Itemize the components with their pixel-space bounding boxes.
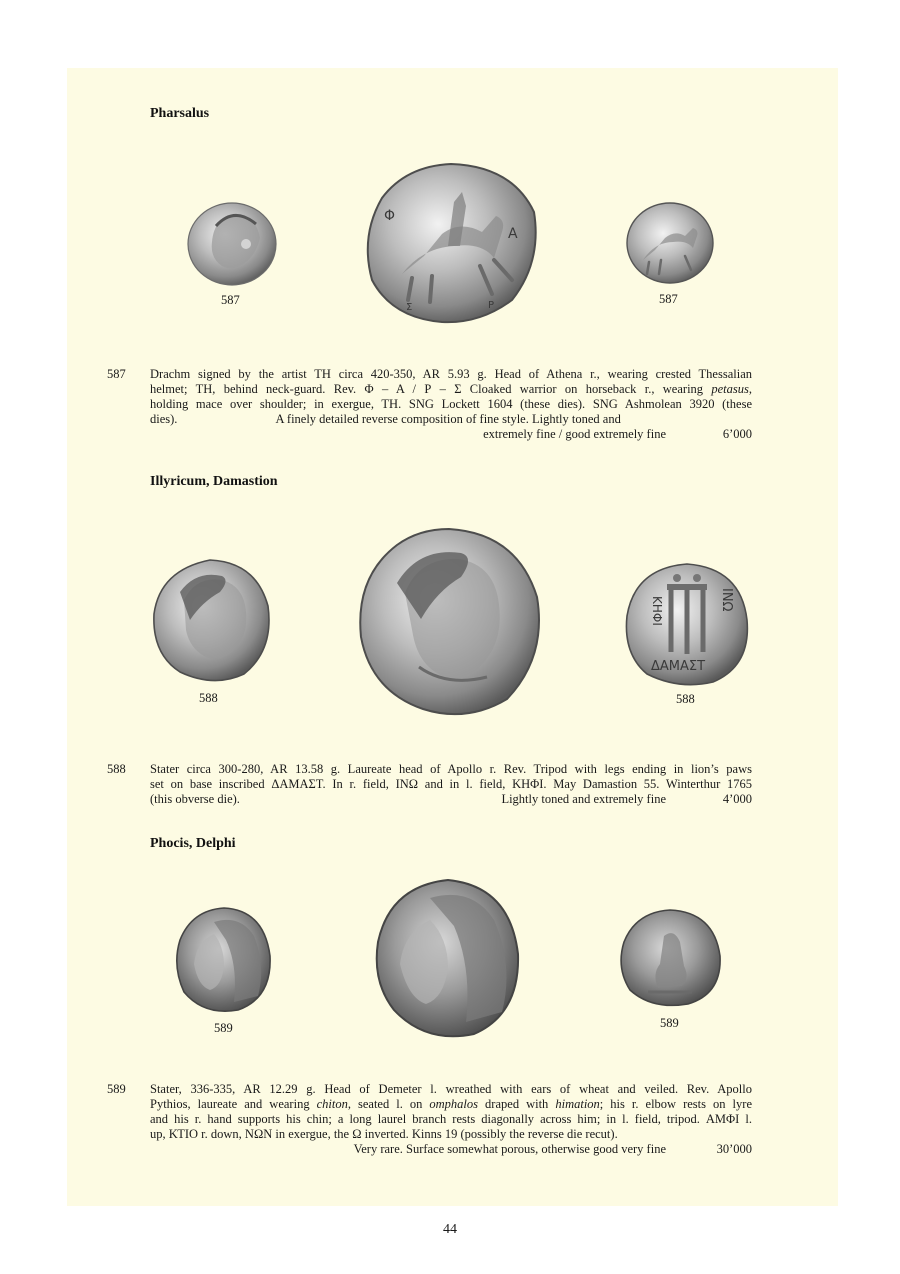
desc-587-line2 xyxy=(150,382,752,397)
coin-589-reverse-image xyxy=(618,908,722,1008)
coin-587-obverse-image xyxy=(186,202,278,286)
section-heading-delphi: Phocis, Delphi xyxy=(150,836,236,851)
lot-description-588 xyxy=(150,762,752,807)
desc-587-line1: Drachm signed by the artist TH circa 420-350, AR 5.93 g. Head of Athena r., wearing crested Thessalian xyxy=(150,367,752,381)
price-588: 4’000 xyxy=(722,792,752,806)
coin-588-reverse-image xyxy=(623,562,751,686)
caption-589-right: 589 xyxy=(660,1016,679,1030)
grade-588: Lightly toned and extremely fine xyxy=(501,792,666,806)
desc-589-line2-a: Pythios, laureate and wearing xyxy=(150,1097,317,1111)
desc-589-line2-c: draped with xyxy=(478,1097,556,1111)
grade-589: Very rare. Surface somewhat porous, otherwise good very fine xyxy=(353,1142,666,1156)
coin-588-inscription-base: ΔΑΜΑΣΤ xyxy=(651,659,706,674)
desc-588-line1: Stater circa 300-280, AR 13.58 g. Laureate head of Apollo r. Rev. Tripod with legs ending in lion’s paws xyxy=(150,762,752,776)
coin-588-inscription-left: ΚΗΦΙ xyxy=(650,596,664,626)
desc-587-line4-start: dies). xyxy=(150,412,178,426)
desc-588-line2: set on base inscribed ΔΑΜΑΣΤ. In r. field, ΙΝΩ and in l. field, ΚΗΦΙ. May Damastion 55. Winterthur 1765 xyxy=(150,777,752,791)
desc-587-line3: holding mace over shoulder; in exergue, TH. SNG Lockett 1604 (these dies). SNG Ashmolean 3920 (these xyxy=(150,397,752,411)
desc-587-grade-row xyxy=(150,427,752,442)
coin-589-obverse-large-image xyxy=(374,878,520,1040)
coin-587-inscription-alpha: Α xyxy=(508,226,518,242)
desc-589-line4: up, ΚΤΙΟ r. down, ΝΩΝ in exergue, the Ω inverted. Kinns 19 (possibly the reverse die recut). xyxy=(150,1127,618,1141)
desc-587-petasus: petasus xyxy=(711,382,749,396)
coin-587-inscription-sigma: Σ xyxy=(406,302,413,313)
coin-587-inscription-phi: Φ xyxy=(384,208,396,224)
desc-587-line4 xyxy=(150,412,752,427)
desc-589-himation: himation xyxy=(555,1097,600,1111)
caption-587-left: 587 xyxy=(221,293,240,307)
coin-587-reverse-small-image xyxy=(625,202,715,284)
coin-588-obverse-small-image xyxy=(150,558,272,684)
page-number: 44 xyxy=(443,1222,457,1237)
coin-587-inscription-rho: Ρ xyxy=(488,300,495,311)
caption-588-right: 588 xyxy=(676,692,695,706)
desc-589-chiton: chiton xyxy=(316,1097,348,1111)
desc-589-line2-d: ; his r. elbow rests on lyre xyxy=(599,1097,752,1111)
section-heading-pharsalus: Pharsalus xyxy=(150,106,210,121)
lot-description-587 xyxy=(150,367,752,442)
desc-589-line2-b: , seated l. on xyxy=(347,1097,430,1111)
price-587: 6’000 xyxy=(722,427,752,441)
lot-number-587: 587 xyxy=(107,367,126,381)
desc-587-line2-text: helmet; TH, behind neck-guard. Rev. Φ – Α / Ρ – Σ Cloaked warrior on horseback r., wearing xyxy=(150,382,712,396)
desc-588-last-row xyxy=(150,792,752,807)
desc-589-line2 xyxy=(150,1097,752,1112)
grade-587: extremely fine / good extremely fine xyxy=(483,427,666,441)
coin-588-obverse-large-image xyxy=(357,527,543,719)
desc-588-line3: (this obverse die). xyxy=(150,792,240,806)
caption-587-right: 587 xyxy=(659,292,678,306)
desc-589-line1: Stater, 336-335, AR 12.29 g. Head of Demeter l. wreathed with ears of wheat and veiled. Rev. Apollo xyxy=(150,1082,752,1096)
coin-589-obverse-small-image xyxy=(174,906,272,1014)
coin-588-inscription-right: ΙΝΩ xyxy=(719,588,734,612)
caption-588-left: 588 xyxy=(199,691,218,705)
coin-587-reverse-large-image xyxy=(362,162,540,324)
caption-589-left: 589 xyxy=(214,1021,233,1035)
section-heading-damastion: Illyricum, Damastion xyxy=(150,474,278,489)
price-589: 30’000 xyxy=(716,1142,752,1156)
lot-number-588: 588 xyxy=(107,762,126,776)
lot-number-589: 589 xyxy=(107,1082,126,1096)
desc-589-omphalos: omphalos xyxy=(429,1097,479,1111)
desc-589-grade-row xyxy=(150,1142,752,1157)
lot-description-589 xyxy=(150,1082,752,1157)
desc-589-line3: and his r. hand supports his chin; a long laurel branch rests diagonally across him; in l. field, tripod. ΑΜΦΙ l. xyxy=(150,1112,752,1126)
desc-587-line2-end: , xyxy=(748,382,752,396)
desc-587-line4-remark: A finely detailed reverse composition of fine style. Lightly toned and xyxy=(275,412,621,426)
